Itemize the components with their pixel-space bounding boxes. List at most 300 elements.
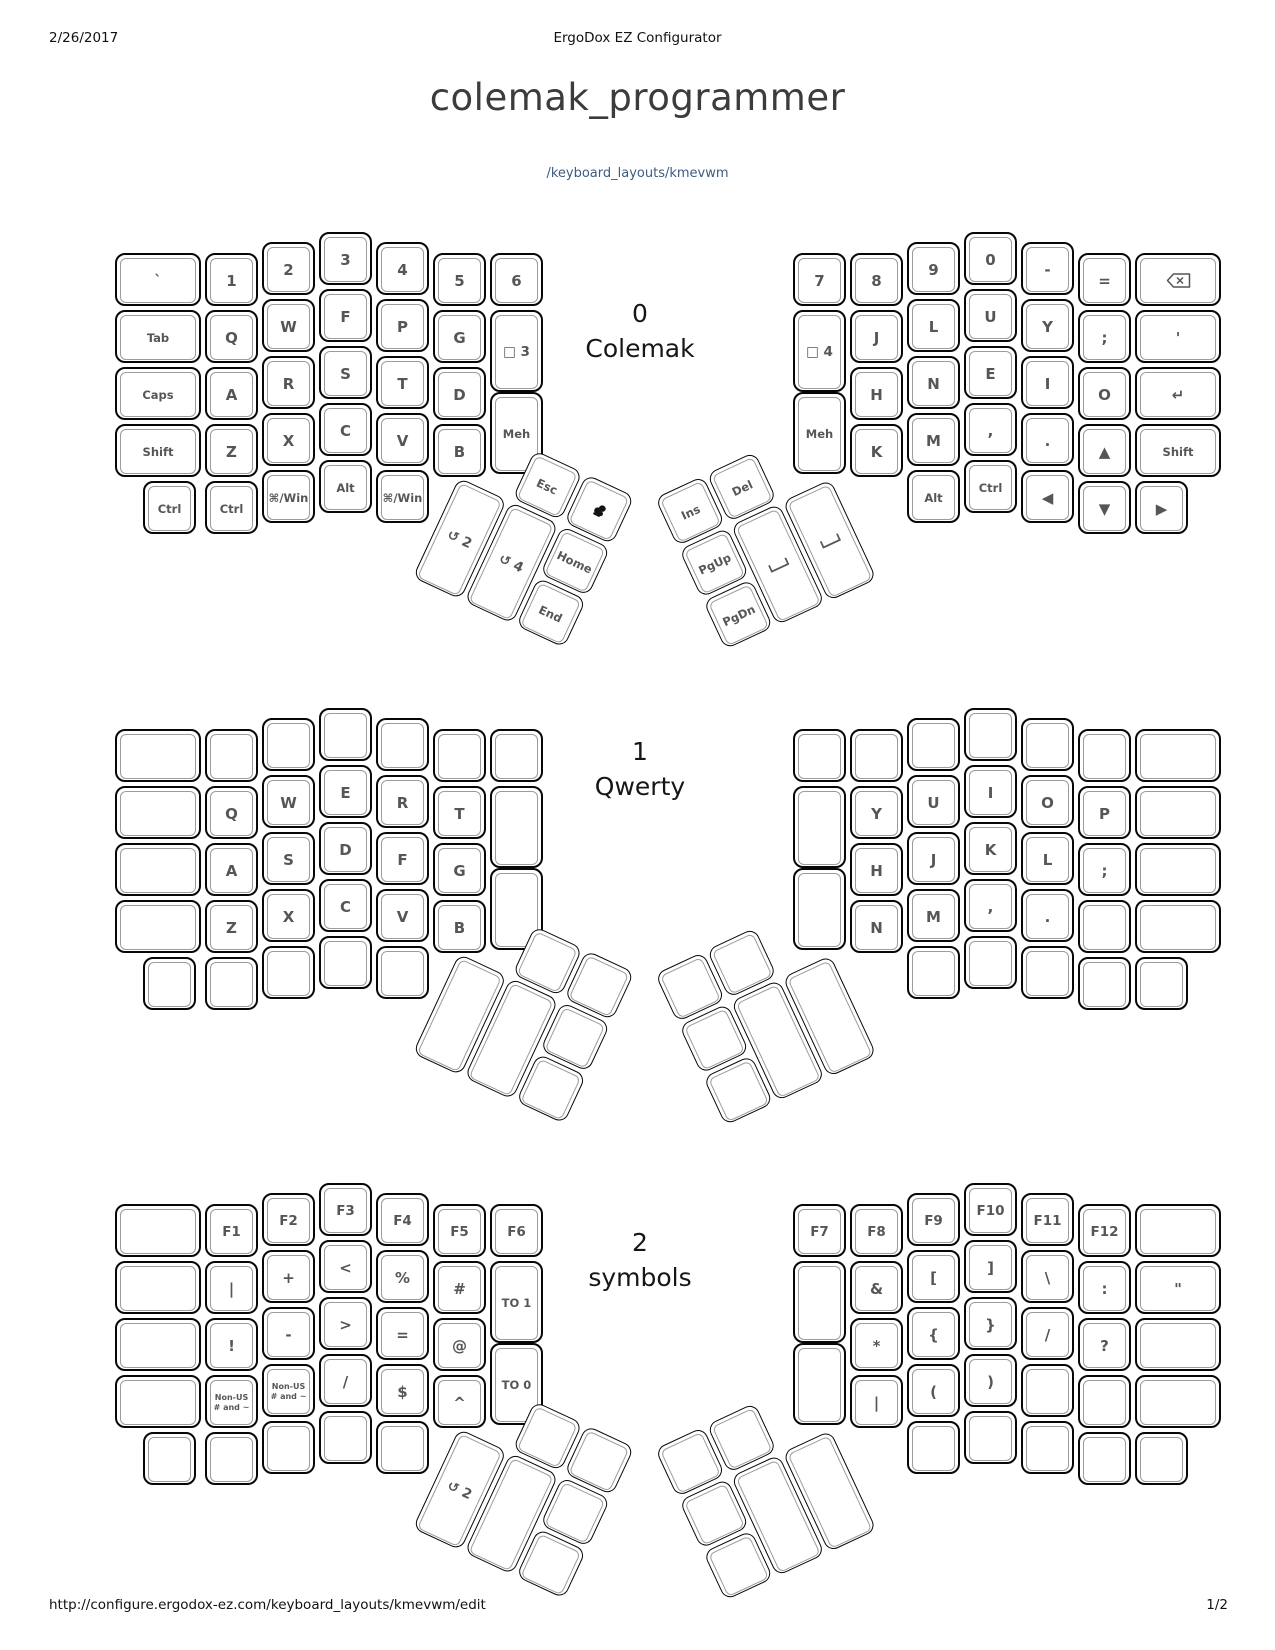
keyboard-key [205,729,258,782]
layer-number: 2 [632,1228,648,1257]
penguin-icon [589,500,608,520]
keyboard-key [319,1411,372,1464]
keyboard-key [964,879,1017,932]
key-label: # [453,1279,466,1298]
layer-name: Qwerty [594,772,686,801]
key-label: . [1044,907,1051,926]
key-label: F5 [450,1223,469,1240]
keyboard-key [1078,481,1131,534]
keyboard-key [319,936,372,989]
key-label: ] [987,1258,994,1277]
key-label: ▲ [1098,442,1111,461]
key-label: F6 [507,1223,526,1240]
keyboard-key [850,1261,903,1314]
key-label: L [1042,850,1053,869]
key-label: 4 [397,260,408,279]
keyboard-key [262,718,315,771]
key-label: J [873,328,880,347]
keyboard-key [115,253,201,306]
left-keyboard-half [115,708,543,1148]
keyboard-key [376,832,429,885]
key-label: 3 [340,250,351,269]
keyboard-key [262,470,315,523]
page-title: colemak_programmer [429,76,846,119]
keyboard-key [319,879,372,932]
keyboard-key [1135,481,1188,534]
key-label: = [1098,271,1111,290]
keyboard-key [793,1261,846,1343]
keyboard-key [964,708,1017,761]
key-label: 6 [511,271,522,290]
keyboard-key [262,832,315,885]
keyboard-key [1135,900,1221,953]
key-label: Home [554,547,595,577]
keyboard-key [964,1240,1017,1293]
key-label: ( [930,1382,937,1401]
keyboard-key [1135,1318,1221,1371]
keyboard-key [1021,1250,1074,1303]
key-label: : [1101,1279,1108,1298]
key-label: C [339,897,351,916]
key-label: * [872,1336,881,1355]
key-label: Del [729,476,755,499]
keyboard-key [1078,1432,1131,1485]
keyboard-key [1135,1432,1188,1485]
key-label: 1 [226,271,237,290]
key-label: H [870,385,883,404]
keyboard-key [1078,900,1131,953]
keyboard-key [1078,843,1131,896]
keyboard-key [1021,718,1074,771]
keyboard-key [319,1354,372,1407]
keyboard-key [205,1204,258,1257]
keyboard-key [262,1307,315,1360]
print-date: 2/26/2017 [49,30,119,46]
keyboard-key [262,356,315,409]
keyboard-key [319,346,372,399]
keyboard-key [907,946,960,999]
layer-label [505,296,775,366]
key-label: D [453,385,466,404]
key-label: & [869,1279,884,1298]
keyboard-key [964,1183,1017,1236]
key-label: Q [225,328,238,347]
keyboard-key [793,786,846,868]
keyboard-key [433,1204,486,1257]
keyboard-key [319,460,372,513]
keyboard-key [1135,729,1221,782]
keyboard-key [433,1261,486,1314]
keyboard-key [907,470,960,523]
key-label: H [870,861,883,880]
keyboard-key [964,403,1017,456]
keyboard-key [1135,957,1188,1010]
keyboard-key [907,718,960,771]
keyboard-key [850,786,903,839]
keyboard-key [205,481,258,534]
keyboard-key [850,1204,903,1257]
key-label: B [453,442,466,461]
key-label: Z [226,442,237,461]
key-label: Alt [336,480,355,495]
keyboard-key [1135,424,1221,477]
key-label: > [339,1315,352,1334]
keyboard-key [964,232,1017,285]
keyboard-key [907,1364,960,1417]
keyboard-key [205,253,258,306]
left-keyboard-half [115,1183,543,1623]
layer-number: 0 [632,299,648,328]
key-label: Z [226,918,237,937]
key-label: D [339,840,352,859]
keyboard-key [205,957,258,1010]
keyboard-key [433,367,486,420]
keyboard-key [115,310,201,363]
keyboard-key [964,1297,1017,1350]
keyboard-key [433,253,486,306]
key-label: Ctrl [157,501,182,516]
keyboard-key [115,729,201,782]
keyboard-key [907,1421,960,1474]
key-label: , [987,421,994,440]
keyboard-key [1021,1364,1074,1417]
key-label: F9 [924,1212,943,1229]
keyboard-key [1078,310,1131,363]
keyboard-key [1078,367,1131,420]
keyboard-key [793,253,846,306]
key-label: W [280,793,297,812]
layout-permalink[interactable]: /keyboard_layouts/kmevwm [546,166,729,181]
keyboard-key [262,775,315,828]
keyboard-key [376,1364,429,1417]
keyboard-key [262,242,315,295]
keyboard-key [850,843,903,896]
key-label: ↺ 2 [444,1477,475,1504]
right-thumb-cluster [655,426,882,653]
key-label: I [987,783,994,802]
keyboard-key [205,843,258,896]
keyboard-key [1021,832,1074,885]
key-label: 2 [283,260,294,279]
keyboard-key [490,786,543,868]
key-label: 9 [928,260,939,279]
keyboard-key [1135,310,1221,363]
key-label: { [928,1325,939,1344]
keyboard-key [433,310,486,363]
right-keyboard-half [793,708,1221,1148]
key-label: V [396,431,409,450]
keyboard-key [376,242,429,295]
keyboard-key [1021,413,1074,466]
layer-section-2 [0,1183,1275,1633]
key-label: T [454,804,465,823]
key-label: ' [1175,328,1181,347]
key-label: 5 [454,271,465,290]
key-label: \ [1044,1268,1051,1287]
keyboard-key [964,822,1017,875]
keyboard-key [793,1204,846,1257]
key-label: / [342,1372,349,1391]
keyboard-key [964,289,1017,342]
keyboard-key [433,729,486,782]
keyboard-key [964,460,1017,513]
key-label: P [397,317,408,336]
keyboard-key [964,1411,1017,1464]
key-label: G [453,861,466,880]
key-label: K [870,442,883,461]
key-label: | [228,1279,235,1298]
keyboard-key [376,718,429,771]
keyboard-key [376,470,429,523]
space-icon [819,533,841,549]
key-label: F3 [336,1202,355,1219]
key-label: Non-US # and ~ [270,1381,307,1401]
layer-label [505,1225,775,1295]
key-label: X [282,907,295,926]
keyboard-key [1135,253,1221,306]
keyboard-key [205,310,258,363]
keyboard-key [1078,1375,1131,1428]
keyboard-key [793,310,846,392]
key-label: I [1044,374,1051,393]
key-label: E [985,364,996,383]
key-label: PgUp [696,549,734,578]
key-label: } [985,1315,996,1334]
key-label: < [339,1258,352,1277]
keyboard-key [205,1375,258,1428]
keyboard-key [907,1307,960,1360]
key-label: E [340,783,351,802]
key-label: L [928,317,939,336]
keyboard-key [1078,786,1131,839]
keyboard-key [262,299,315,352]
keyboard-key [205,1261,258,1314]
left-keyboard-half [115,232,595,672]
keyboard-key [907,1250,960,1303]
keyboard-key [1021,1421,1074,1474]
key-label: ! [228,1336,235,1355]
footer-url: http://configure.ergodox-ez.com/keyboard_layouts/kmevwm/edit [49,1597,486,1613]
keyboard-key [1078,253,1131,306]
key-label: O [1098,385,1111,404]
key-label: F8 [867,1223,886,1240]
keyboard-key [205,1318,258,1371]
key-label: ↺ 4 [496,550,526,577]
keyboard-key [850,424,903,477]
keyboard-key [115,786,201,839]
keyboard-key [262,889,315,942]
keyboard-key [376,413,429,466]
keyboard-key [319,765,372,818]
keyboard-key [907,889,960,942]
key-label: $ [397,1382,408,1401]
key-label: Y [871,804,882,823]
key-label: F12 [1090,1223,1119,1240]
backspace-icon [1166,273,1191,288]
keyboard-key [964,765,1017,818]
keyboard-key [490,729,543,782]
space-icon [768,557,790,573]
keyboard-key [115,1318,201,1371]
key-label: F2 [279,1212,298,1229]
keyboard-key [1021,946,1074,999]
keyboard-key [115,1204,201,1257]
key-label: F10 [976,1202,1005,1219]
key-label: Caps [142,387,174,402]
key-label: " [1174,1279,1182,1298]
right-thumb-cluster [655,1377,882,1604]
key-label: ↺ 2 [444,526,475,553]
key-label: T [397,374,408,393]
keyboard-key [1021,356,1074,409]
keyboard-key [850,1318,903,1371]
key-label: B [453,918,466,937]
keyboard-key [964,1354,1017,1407]
key-label: / [1044,1325,1051,1344]
keyboard-key [1135,843,1221,896]
keyboard-key [1021,775,1074,828]
keyboard-key [143,957,196,1010]
keyboard-key [376,1307,429,1360]
key-label: ◀ [1041,488,1054,507]
key-label: ; [1101,328,1108,347]
key-label: V [396,907,409,926]
key-label: . [1044,431,1051,450]
key-label: S [283,850,294,869]
keyboard-key [115,1261,201,1314]
keyboard-key [376,1250,429,1303]
keyboard-key [907,299,960,352]
key-label: ↵ [1171,385,1185,404]
keyboard-key [262,1421,315,1474]
keyboard-key [1135,786,1221,839]
key-label: N [927,374,940,393]
key-label: TO 0 [501,1378,532,1392]
key-label: ? [1100,1336,1109,1355]
keyboard-key [907,832,960,885]
keyboard-key [1135,367,1221,420]
keyboard-key [262,1250,315,1303]
keyboard-key [1021,889,1074,942]
key-label: TO 1 [501,1296,532,1310]
key-label: W [280,317,297,336]
key-label: Ctrl [978,480,1003,495]
keyboard-key [433,786,486,839]
key-label: O [1041,793,1054,812]
key-label: Tab [146,330,170,345]
key-label: ; [1101,861,1108,880]
keyboard-key [907,775,960,828]
key-label: + [282,1268,295,1287]
keyboard-key [793,729,846,782]
key-label: = [396,1325,409,1344]
keyboard-key [850,367,903,420]
key-label: ▼ [1098,499,1111,518]
keyboard-key [319,708,372,761]
key-label: PgDn [720,601,758,629]
keyboard-key [262,946,315,999]
key-label: F7 [810,1223,829,1240]
key-label: U [984,307,997,326]
key-label: ⌘/Win [382,490,423,505]
keyboard-key [262,1193,315,1246]
keyboard-key [1078,957,1131,1010]
keyboard-key [907,413,960,466]
keyboard-key [376,775,429,828]
keyboard-key [433,1318,486,1371]
keyboard-key [205,1432,258,1485]
key-label: Meh [502,427,531,441]
keyboard-key [1021,1193,1074,1246]
key-label: F4 [393,1212,412,1229]
keyboard-key [319,403,372,456]
keyboard-key [1135,1204,1221,1257]
layer-name: Colemak [585,334,695,363]
key-label: ) [987,1372,994,1391]
key-label: A [225,385,238,404]
key-label: R [282,374,295,393]
key-label: - [1044,260,1051,279]
keyboard-key [376,946,429,999]
key-label: Esc [534,475,560,497]
keyboard-key [1078,1204,1131,1257]
keyboard-key [205,900,258,953]
layer-name: symbols [588,1263,692,1292]
keyboard-key [490,1261,543,1343]
keyboard-key [319,822,372,875]
keyboard-key [205,786,258,839]
keyboard-key [1078,1261,1131,1314]
keyboard-key [1078,729,1131,782]
keyboard-key [490,310,543,392]
keyboard-key [964,936,1017,989]
key-label: ⌘/Win [268,490,309,505]
keyboard-key [907,1193,960,1246]
layer-section-0 [0,232,1275,682]
keyboard-key [850,310,903,363]
keyboard-key [1078,424,1131,477]
keyboard-key [376,889,429,942]
layer-number: 1 [632,737,648,766]
key-label: F1 [222,1223,241,1240]
key-label: ` [154,271,162,290]
keyboard-key [319,289,372,342]
keyboard-key [319,1183,372,1236]
key-label: J [930,850,937,869]
keyboard-key [115,1375,201,1428]
keyboard-key [319,1297,372,1350]
keyboard-key [115,424,201,477]
keyboard-key [964,346,1017,399]
key-label: P [1099,804,1110,823]
key-label: K [984,840,997,859]
keyboard-key [1021,470,1074,523]
keyboard-key [850,729,903,782]
key-label: Shift [1162,444,1194,459]
key-label: [ [930,1268,937,1287]
key-label: F [340,307,351,326]
keyboard-key [907,356,960,409]
key-label: @ [452,1336,467,1355]
layer-section-1 [0,708,1275,1158]
key-label: End [536,602,565,625]
key-label: - [285,1325,292,1344]
app-title: ErgoDox EZ Configurator [553,30,722,46]
key-label: Ctrl [219,501,244,516]
keyboard-key [115,843,201,896]
key-label: 0 [985,250,996,269]
key-label: Q [225,804,238,823]
